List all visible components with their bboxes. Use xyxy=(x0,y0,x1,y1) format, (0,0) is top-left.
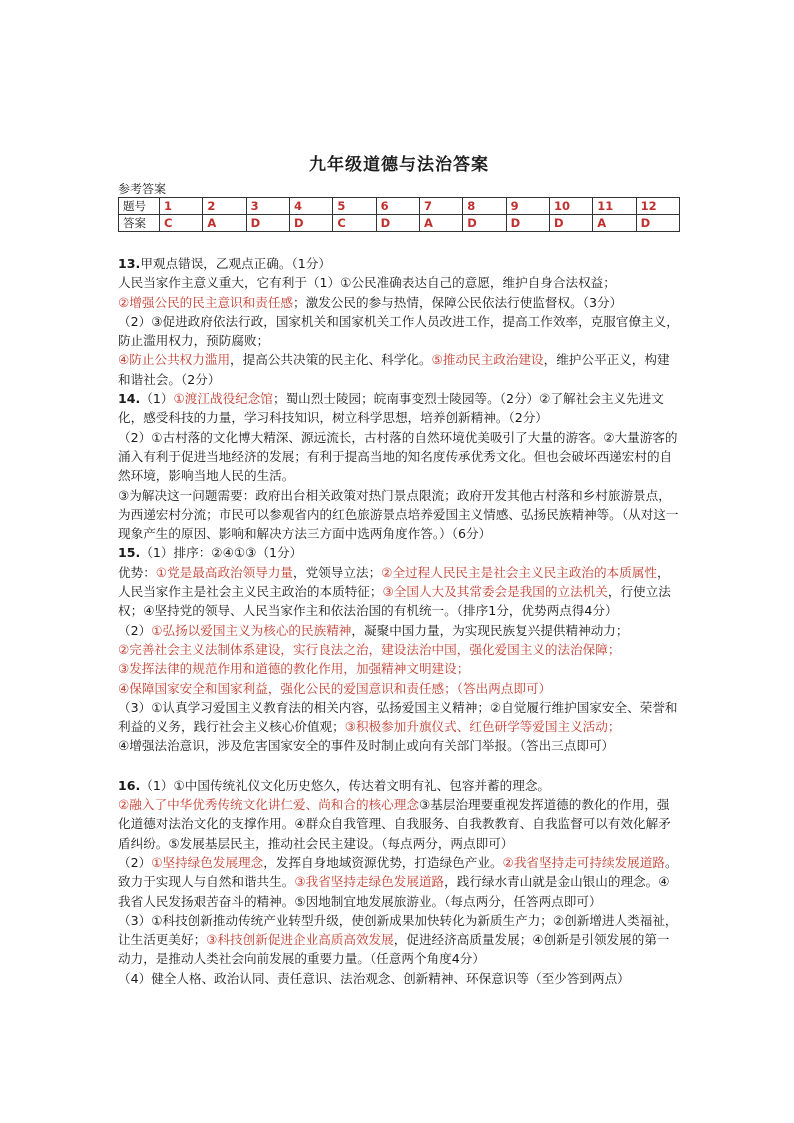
q14-text: （1） xyxy=(140,391,174,407)
answer-cell: D xyxy=(463,215,506,232)
page-subtitle: 参考答案 xyxy=(118,182,167,196)
question-number-cell: 6 xyxy=(376,198,419,215)
q13-text: ；激发公民的参与热情，保障公民依法行使监督权。（3分） xyxy=(293,294,623,310)
q15-highlight: ①弘扬以爱国主义为核心的民族精神 xyxy=(151,622,352,638)
q13-highlight: ④防止公共权力滥用 xyxy=(118,352,231,368)
answer-cell: A xyxy=(593,215,636,232)
q15-text: （1）排序：②④①③（1分） xyxy=(140,545,303,561)
q16-text: ，践行绿水青山就是金山银山的理念。④我省人民发扬艰苦奋斗的精神。⑤因地制宜地发展旅游业。（每点两分，任答两点即可） xyxy=(118,874,670,909)
answer-cell: A xyxy=(419,215,462,232)
q13-number: 13. xyxy=(118,256,141,271)
answer-table xyxy=(118,197,680,232)
question-number-cell: 4 xyxy=(289,198,332,215)
answer-cell: D xyxy=(549,215,592,232)
q16-highlight: ③科技创新促进企业高质高效发展 xyxy=(206,932,394,948)
q14-line: （2）①古村落的文化博大精深、源远流长，古村落的自然环境优美吸引了大量的游客。②大量游客的涌入有利于促进当地经济的发展；有利于提高当地的知名度传承优秀文化。但也会破坏西递宏村的自然环境，影响当地人民的生活。 xyxy=(118,429,678,484)
q15-text: ，党领导立法； xyxy=(293,564,382,580)
q13-highlight: ⑤推动民主政治建设 xyxy=(431,352,544,368)
q15-highlight: ①党是最高政治领导力量 xyxy=(155,564,294,580)
question-number-cell: 12 xyxy=(636,198,679,215)
q15-line: ②完善社会主义法制体系建设，实行良法之治，建设法治中国，强化爱国主义的法治保障； xyxy=(118,641,621,657)
question-number-cell: 11 xyxy=(593,198,636,215)
q14-line: ③为解决这一问题需要：政府出台相关政策对热门景点限流；政府开发其他古村落和乡村旅游景点，为西递宏村分流；市民可以参观省内的红色旅游景点培养爱国主义情感、弘扬民族精神等。（从对这一现象产生的原因、影响和解决方法三方面中选两角度作答。）（6分） xyxy=(118,487,679,542)
q14-highlight: ①渡江战役纪念馆 xyxy=(173,391,273,407)
q13-text: 甲观点错误，乙观点正确。（1分） xyxy=(140,256,331,271)
q13-line: （2）③促进政府依法行政，国家机关和国家机关工作人员改进工作，提高工作效率，克服官僚主义，防止滥用权力，预防腐败； xyxy=(118,313,679,349)
q16-line: （4）健全人格、政治认同、责任意识、法治观念、创新精神、环保意识等（至少答到两点） xyxy=(118,970,630,986)
q13-highlight: ②增强公民的民主意识和责任感 xyxy=(118,294,294,310)
table-row xyxy=(119,198,680,215)
q15-line: ④保障国家安全和国家利益，强化公民的爱国意识和责任感；（答出两点即可） xyxy=(118,680,552,696)
answer-body xyxy=(118,254,680,988)
q15-line xyxy=(118,698,680,737)
question-number-cell: 5 xyxy=(333,198,376,215)
question-number-cell: 10 xyxy=(549,198,592,215)
q16-text: （2） xyxy=(118,854,152,870)
question-number-cell: 2 xyxy=(203,198,246,215)
q15-highlight: ③积极参加升旗仪式、红色研学等爱国主义活动； xyxy=(344,719,621,735)
answer-cell: C xyxy=(333,215,376,232)
answer-cell: D xyxy=(506,215,549,232)
answer-cell: D xyxy=(289,215,332,232)
table-header-cell: 题号 xyxy=(119,198,160,215)
q15-line xyxy=(118,543,680,562)
q16-highlight: ②我省坚持走可持续发展道路 xyxy=(502,854,665,870)
answer-cell: C xyxy=(160,215,203,232)
question-number-cell: 7 xyxy=(419,198,462,215)
q13-line xyxy=(118,293,680,312)
q16-highlight: ①坚持绿色发展理念 xyxy=(151,854,264,870)
q16-line xyxy=(118,853,680,911)
question-number-cell: 1 xyxy=(160,198,203,215)
table-row xyxy=(119,215,680,232)
q15-line: ④增强法治意识，涉及危害国家安全的事件及时制止或向有关部门举报。（答出三点即可） xyxy=(118,738,615,754)
q15-text: （2） xyxy=(118,622,152,638)
q16-line xyxy=(118,795,680,853)
answer-cell: A xyxy=(203,215,246,232)
q15-text: ，凝聚中国力量，为实现民族复兴提供精神动力； xyxy=(351,622,629,638)
q16-line xyxy=(118,911,680,969)
q16-text: ，发挥自身地域资源优势，打造绿色产业。 xyxy=(263,854,503,870)
q15-line xyxy=(118,621,680,640)
q14-text: ；蜀山烈士陵园；皖南事变烈士陵园等。（2分）②了解社会主义先进文化，感受科技的力量，学习科技知识，树立科学思想，培养创新精神。（2分） xyxy=(118,391,664,426)
answer-cell: D xyxy=(376,215,419,232)
q15-line xyxy=(118,563,680,621)
table-header-cell: 答案 xyxy=(119,215,160,232)
q15-text: 优势： xyxy=(118,564,156,580)
page-title: 九年级道德与法治答案 xyxy=(309,155,489,175)
q16-text: ，促进经济高质量发展；④创新是引领发展的第一动力，是推动人类社会向前发展的重要力量。（任意两个角度4分） xyxy=(118,932,670,967)
question-number-cell: 8 xyxy=(463,198,506,215)
q13-text: ，提高公共决策的民主化、科学化。 xyxy=(230,352,432,368)
q13-line: 人民当家作主意义重大，它有利于（1）①公民准确表达自己的意愿，维护自身合法权益； xyxy=(118,275,616,291)
q16-highlight: ③我省坚持走绿色发展道路 xyxy=(294,874,445,890)
q15-number: 15. xyxy=(118,545,141,561)
q15-highlight: ②全过程人民民主是社会主义民主政治的本质属性 xyxy=(381,564,657,580)
q13-text: ，维护公平正义，构建和谐社会。（2分） xyxy=(118,352,670,387)
q14-line xyxy=(118,389,680,428)
q16-text: （3）①科技创新推动传统产业转型升级，使创新成果加快转化为新质生产力；②创新增进人类福祉，让生活更美好； xyxy=(118,912,678,948)
q15-highlight: ③全国人大及其常委会是我国的立法机关 xyxy=(382,584,608,600)
q13-line xyxy=(118,254,680,273)
q13-line xyxy=(118,350,680,389)
q16-highlight: ②融入了中华优秀传统文化讲仁爱、尚和合的核心理念 xyxy=(118,797,419,813)
q15-text: （3）①认真学习爱国主义教育法的相关内容，弘扬爱国主义精神；②自觉履行维护国家安全、荣誉和利益的义务，践行社会主义核心价值观； xyxy=(118,699,678,735)
question-number-cell: 3 xyxy=(246,198,289,215)
q16-text: 。致力于实现人与自然和谐共生。 xyxy=(118,854,678,890)
q16-line xyxy=(118,776,680,795)
q16-number: 16. xyxy=(118,777,141,793)
section-gap xyxy=(118,756,680,776)
q14-number: 14. xyxy=(118,391,141,407)
q15-text: ，行使立法权；④坚持党的领导、人民当家作主和依法治国的有机统一。（排序1分，优势两点得4分） xyxy=(118,584,671,619)
answer-cell: D xyxy=(636,215,679,232)
q16-text: ③基层治理要重视发挥道德的教化的作用，强化道德对法治文化的支撑作用。④群众自我管理、自我服务、自我教教育、自我监督可以有效化解矛盾纠纷。⑤发展基层民主，推动社会民主建设。（每点两分，两点即可） xyxy=(118,797,671,851)
q16-text: （1）①中国传统礼仪文化历史悠久，传达着文明有礼、包容并蓄的理念。 xyxy=(140,777,551,793)
answer-cell: D xyxy=(246,215,289,232)
q15-line: ③发挥法律的规范作用和道德的教化作用，加强精神文明建设； xyxy=(118,661,470,677)
q15-text: ，人民当家作主是社会主义民主政治的本质特征； xyxy=(118,564,670,600)
question-number-cell: 9 xyxy=(506,198,549,215)
